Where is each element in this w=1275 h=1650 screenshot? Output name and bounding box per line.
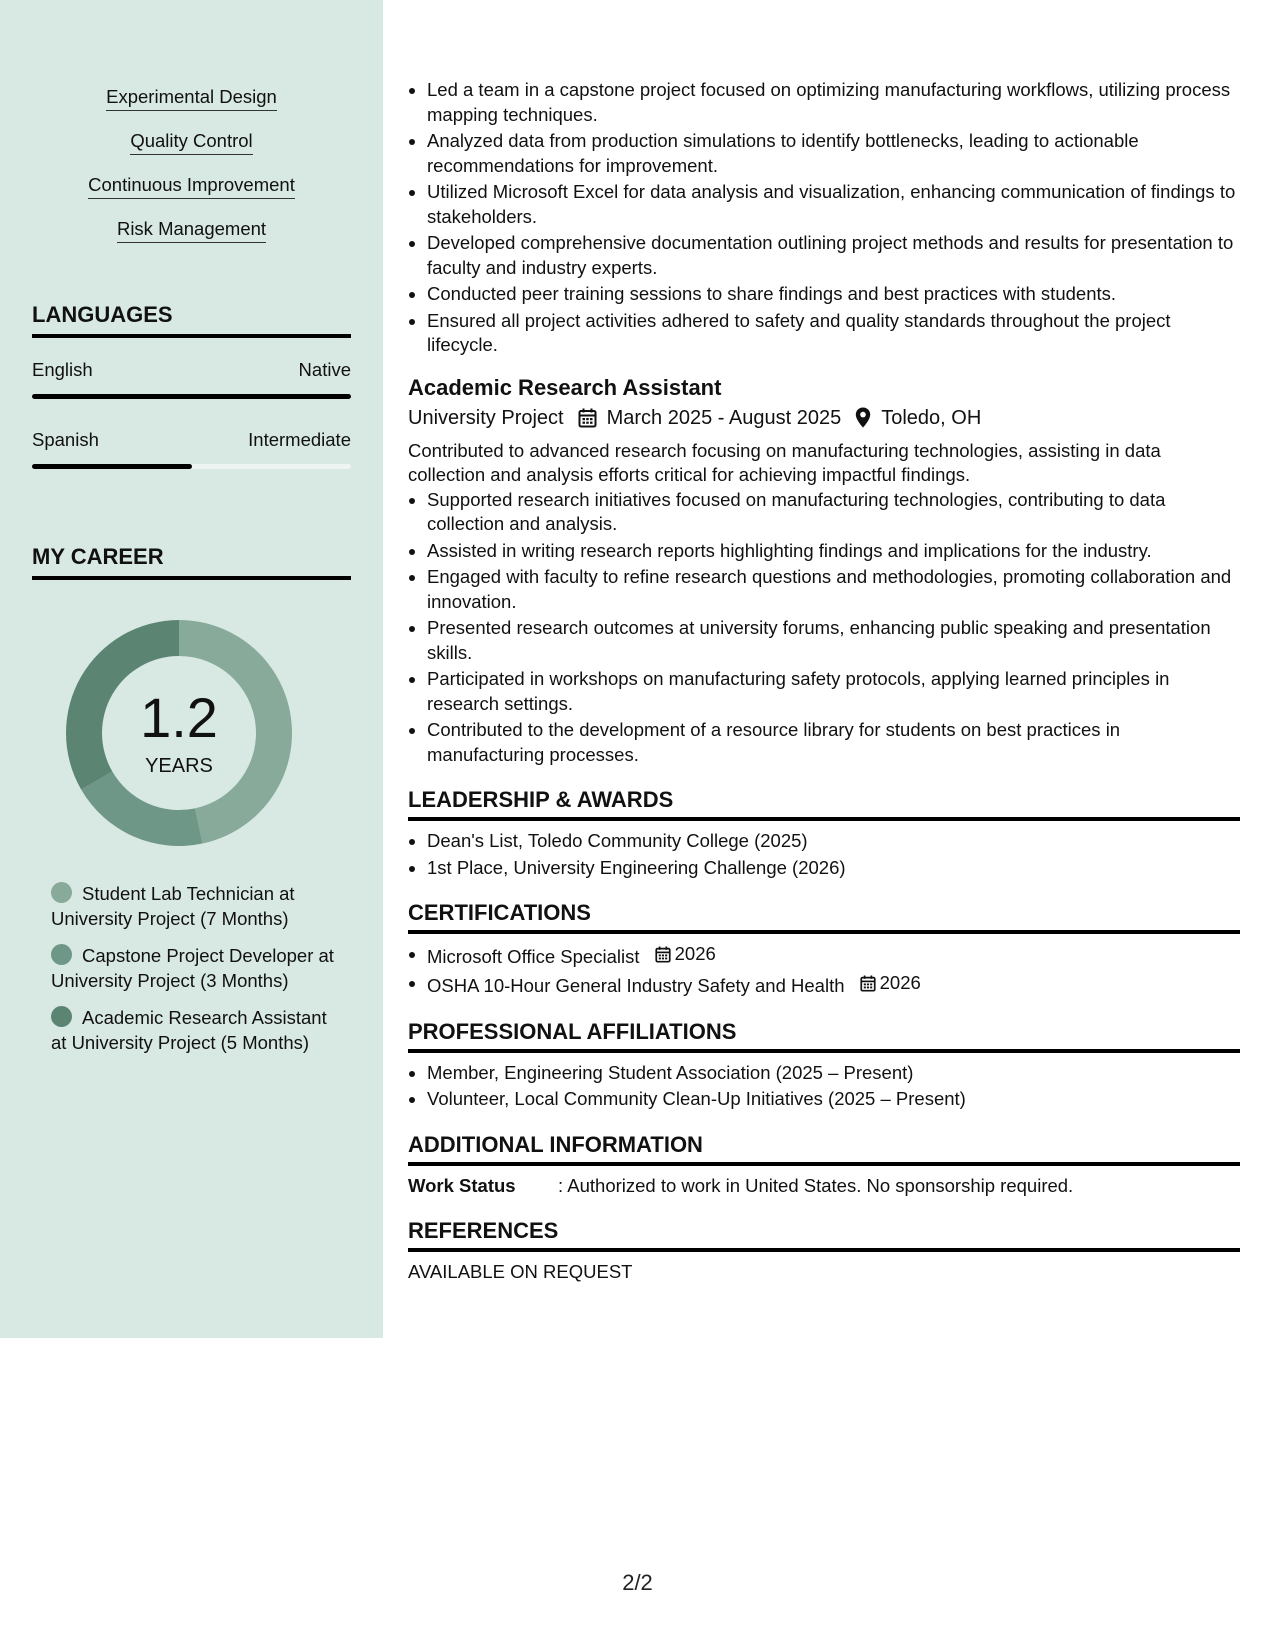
certification-year: 2026 [879,972,921,994]
leadership-item: Dean's List, Toledo Community College (2025) [408,829,1240,854]
language-name: English [32,359,93,380]
bullet-item: Supported research initiatives focused on manufacturing technologies, contributing to data collection and analysis. [408,488,1240,537]
sidebar [0,0,383,1338]
job-description: Contributed to advanced research focusing on manufacturing technologies, assisting in data collection and analysis efforts critical for achieving impactful findings. [408,439,1161,485]
affiliations-heading: PROFESSIONAL AFFILIATIONS [408,1018,1240,1053]
certification-name: Microsoft Office Specialist [427,945,640,967]
calendar-icon [860,975,876,992]
language-english [32,359,351,399]
language-bar-fill [32,394,351,399]
skill-item [0,218,383,262]
legend-label: Capstone Project Developer at University Project (3 Months) [51,945,334,991]
job-bullets [408,488,1240,768]
language-spanish [32,429,351,469]
donut-segment-2 [81,772,202,847]
calendar-icon [655,946,671,963]
certification-year: 2026 [674,943,716,964]
additional-info-heading: ADDITIONAL INFORMATION [408,1131,1240,1166]
legend-dot [51,944,72,965]
language-bar [32,464,351,469]
work-status-value: : Authorized to work in United States. No sponsorship required. [558,1174,1074,1196]
skill-label: Quality Control [130,130,252,155]
legend-label: Student Lab Technician at University Project (7 Months) [51,883,295,929]
leadership-item: 1st Place, University Engineering Challenge (2026) [408,856,1240,881]
certification-date [860,971,921,996]
bullet-item: Presented research outcomes at university forums, enhancing public speaking and presentation skills. [408,616,1240,665]
skills-list [0,86,383,262]
certification-date [655,942,716,967]
bullet-item: Assisted in writing research reports highlighting findings and implications for the industry. [408,539,1240,564]
affiliation-item: Volunteer, Local Community Clean-Up Initiatives (2025 – Present) [408,1087,1240,1112]
career-legend-item [51,882,341,931]
career-donut-chart [66,620,292,846]
language-name: Spanish [32,429,99,450]
job-meta [408,404,1240,432]
references-text: AVAILABLE ON REQUEST [408,1261,633,1282]
career-legend-item [51,944,341,993]
certification-item [408,942,1240,969]
work-status-row [408,1174,1240,1199]
career-legend [51,882,341,1068]
page-number: 2/2 [622,1570,653,1595]
legend-label: Academic Research Assistant at University Project (5 Months) [51,1007,327,1053]
affiliations-list [408,1061,1240,1112]
skill-item [0,86,383,130]
bullet-item: Analyzed data from production simulations to identify bottlenecks, leading to actionable recommendations for improvement. [408,129,1240,178]
career-years-unit: YEARS [145,755,213,777]
affiliation-item: Member, Engineering Student Association (2025 – Present) [408,1061,1240,1086]
main-content [408,78,1240,1285]
career-legend-item [51,1006,341,1055]
bullet-item: Conducted peer training sessions to share findings and best practices with students. [408,282,1240,307]
bullet-item: Led a team in a capstone project focused on optimizing manufacturing workflows, utilizing process mapping techniques. [408,78,1240,127]
location-pin-icon [855,407,871,428]
skill-item [0,174,383,218]
leadership-list [408,829,1240,880]
certification-item [408,971,1240,998]
bullet-item: Developed comprehensive documentation outlining project methods and results for presentation to faculty and industry experts. [408,231,1240,280]
bullet-item: Ensured all project activities adhered to safety and quality standards throughout the project lifecycle. [408,309,1240,358]
references-heading: REFERENCES [408,1217,1240,1252]
work-status-label: Work Status [408,1174,516,1196]
previous-job-bullets [408,78,1240,358]
job-title: Academic Research Assistant [408,374,722,400]
language-bar-fill [32,464,192,469]
calendar-icon [578,408,597,428]
career-heading: MY CAREER [32,544,351,580]
skill-item [0,130,383,174]
bullet-item: Participated in workshops on manufacturing safety protocols, applying learned principles in research settings. [408,667,1240,716]
language-level: Intermediate [248,429,351,450]
leadership-heading: LEADERSHIP & AWARDS [408,786,1240,821]
bullet-item: Contributed to the development of a resource library for students on best practices in manufacturing processes. [408,718,1240,767]
skill-label: Continuous Improvement [88,174,295,199]
certifications-list [408,942,1240,999]
career-years-value: 1.2 [140,686,218,749]
bullet-item: Engaged with faculty to refine research questions and methodologies, promoting collaboration and innovation. [408,565,1240,614]
bullet-item: Utilized Microsoft Excel for data analysis and visualization, enhancing communication of findings to stakeholders. [408,180,1240,229]
legend-dot [51,1006,72,1027]
job-dates: March 2025 - August 2025 [606,406,842,429]
skill-label: Risk Management [117,218,266,243]
skill-label: Experimental Design [106,86,277,111]
languages-heading: LANGUAGES [32,302,351,338]
legend-dot [51,882,72,903]
job-company: University Project [408,406,564,429]
language-level: Native [298,359,351,380]
job-location: Toledo, OH [881,406,982,429]
language-bar [32,394,351,399]
certifications-heading: CERTIFICATIONS [408,899,1240,934]
certification-name: OSHA 10-Hour General Industry Safety and Health [427,975,845,996]
